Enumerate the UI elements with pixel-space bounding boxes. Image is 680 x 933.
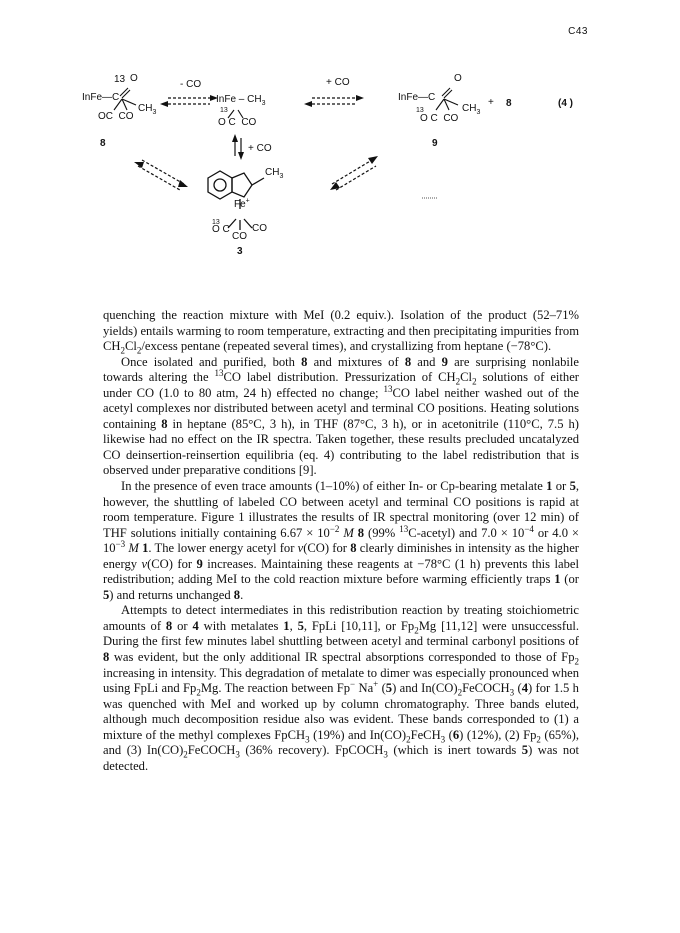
acyl-oxygen-9: O [454,73,462,84]
compound-9-label: 9 [432,138,438,149]
oc-compound-3: O C [212,224,230,235]
compound-8-label: 8 [100,138,106,149]
carbonyls-9: O C CO [420,113,459,124]
plus-co-label: + CO [326,77,350,88]
paragraph-3: In the presence of even trace amounts (1–10%) of either In- or Cp-bearing metalate 1 or 5, however, the shuttling of labeled CO between acetyl and terminal CO positions is rapid at room temperature. Figure 1 illustrates the results of IR spectral monitoring (over 12 min) of THF solutions initially containing $6.67 \times 10^{-2}$ M 8 (99% $^{13}$C-acetyl) and $7.0 \times 10^{-4}$ or $4.0 \times 10^{-3}$ M 1. The lower energy acetyl for ν(CO) for 8 clearly diminishes in intensity as the higher energy ν(CO) for 9 increases. Maintaining these reagents at −78°C (1 h) prevents this label redistribution; adding MeI to the cold reaction mixture before warming efficiently traps 1 (or 5) and returns unchanged 8. [103,479,580,602]
carbonyls-middle: O C CO [218,117,257,128]
label-13-compound-8: 13 [114,74,126,85]
co-bottom-compound-3: CO [232,231,247,242]
ch3-8: $CH_3$ [138,103,157,116]
fe-compound-3: Fe+ [234,197,250,210]
reaction-scheme [80,60,600,260]
paragraph-4: Attempts to detect intermediates in this redistribution reaction by treating stoichiometric amounts of 8 or 4 with metalates 1, 5, FpLi [10,11], or $Fp_2Mg$ [11,12] were unsuccessful. During the first few minutes label shuttling between acetyl and terminal carbonyl positions of 8 was evident, but the only additional IR spectral absorptions corresponded to those of $Fp_2$ increasing in intensity. This degradation of metalate to dimer was especially pronounced when using FpLi and $Fp_2Mg$. The reaction between Fp− Na+ (5) and $In(CO)_2FeCOCH_3$ (4) for 1.5 h was quenched with MeI and worked up by column chromatography. Three bands eluted, although much decomposition residue also was evident. These bands corresponded to (1) a mixture of the methyl complexes FpCH$_3$ (19%) and $In(CO)_2FeCH_3$ (6) (12%), (2) $Fp_2$ (65%), and (3) $In(CO)_2FeCOCH_3$ (36% recovery). FpCOCH$_3$ (which is inert towards 5) was not detected. [103,603,580,773]
equation-number: (4 ) [558,98,573,109]
page-number: C43 [568,26,588,37]
ch3-compound-3: $CH_3$ [265,167,284,180]
body-text [103,308,579,774]
minus-co-label: - CO [180,79,202,90]
infe-ch3-middle: InFe – $CH_3$ [216,94,266,107]
label-13-middle: 13 [220,107,228,114]
carbonyls-8: OC CO [98,111,134,122]
plus-co-vertical-label: + CO [248,143,272,154]
paragraph-2: Once isolated and purified, both 8 and mixtures of 8 and 9 are surprising nonlabile towards altering the $^{13}$CO label distribution. Pressurization of $CH_2Cl_2$ solutions of either under CO (1.0 to 80 atm, 24 h) effected no change; $^{13}$CO label neither washed out of the acetyl complexes nor distributed between acetyl and terminal CO positions. Heating solutions containing 8 in heptane (85°C, 3 h), in THF (87°C, 3 h), or in acetonitrile (110°C, 7.5 h) likewise had no effect on the IR spectra. Taken together, these results precluded uncatalyzed CO deinsertion-reinsertion equilibria (eq. 4) contributing to the label redistribution that is observed under preparative conditions [9]. [103,354,580,478]
trailing-compound-8: 8 [506,98,512,109]
label-13-compound-9: 13 [416,107,424,114]
label-13-compound-3: 13 [212,219,220,226]
paragraph-1: quenching the reaction mixture with MeI (0.2 equiv.). Isolation of the product (52–71% yields) entails warming to room temperature, extracting and then precipitating impurities from $CH_2Cl_2$/excess pentane (repeated several times), and crystallizing from heptane (−78°C). [103,308,579,356]
co-right-compound-3: CO [252,223,267,234]
plus-sign: + [488,97,494,108]
ch3-9: $CH_3$ [462,103,481,116]
scheme-bonds [80,60,600,260]
compound-3-label: 3 [237,246,243,257]
infe-c-9: InFe—C [398,92,436,103]
acyl-oxygen-8: O [130,73,138,84]
infe-c-8: InFe—C [82,92,120,103]
